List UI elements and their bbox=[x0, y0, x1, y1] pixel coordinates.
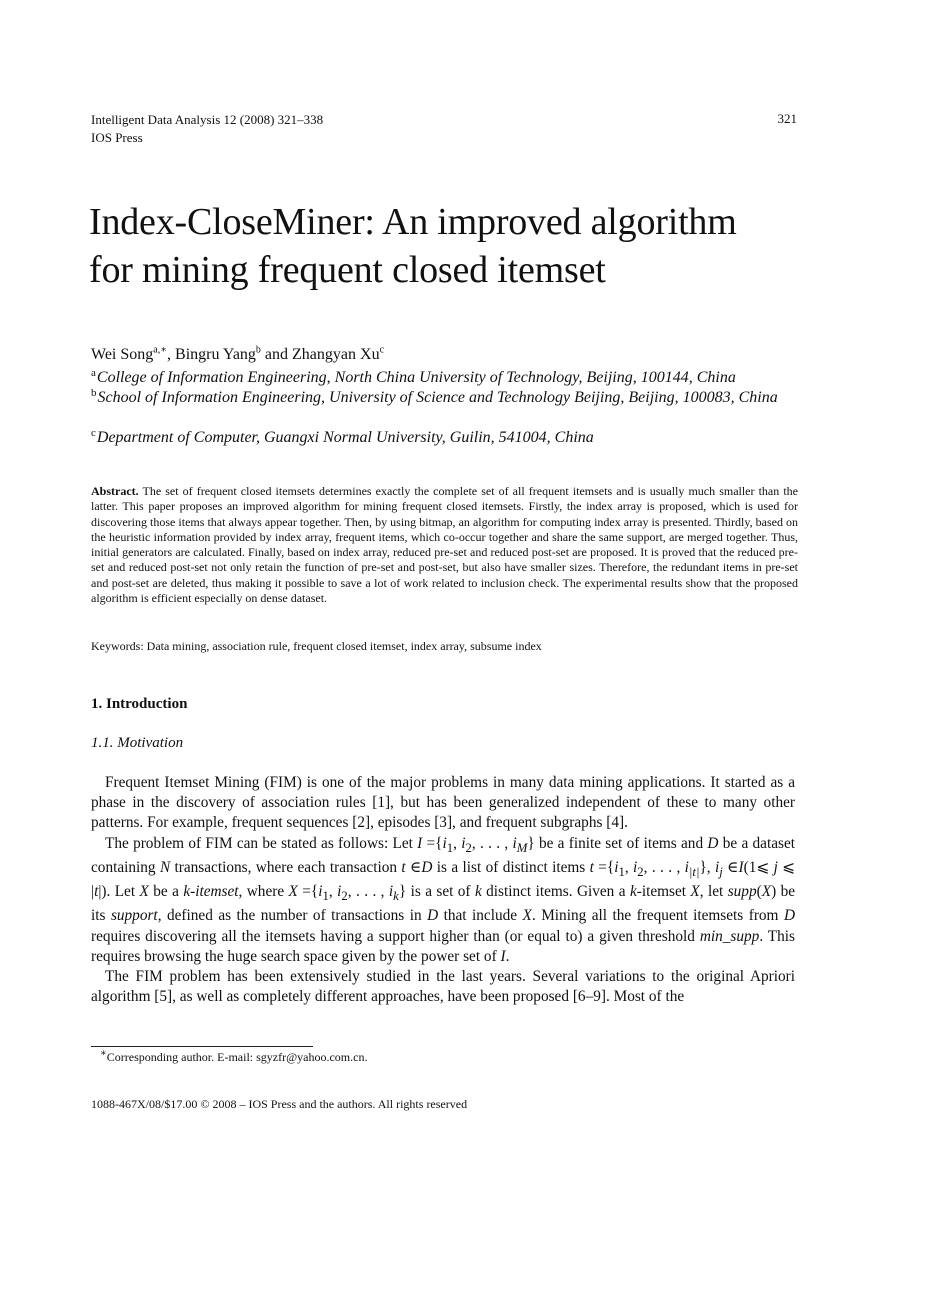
text-run: is a list of distinct items bbox=[432, 858, 590, 876]
term: k-itemset bbox=[183, 883, 239, 901]
author-affiliation-mark: c bbox=[379, 344, 385, 356]
abstract bbox=[91, 484, 798, 606]
text-run: be a dataset containing bbox=[91, 834, 795, 876]
author-list bbox=[91, 345, 384, 365]
math-subscript: 1 bbox=[618, 864, 625, 879]
text-run: . This requires browsing the huge search space given by the power set of bbox=[91, 927, 795, 965]
math-subscript: |t| bbox=[688, 864, 700, 879]
text-run: requires discovering all the itemsets having a support higher than (or equal to) a given threshold bbox=[91, 927, 700, 945]
author-name: Zhangyan Xu bbox=[292, 346, 380, 363]
math-subscript: 2 bbox=[465, 840, 472, 855]
math-var: k bbox=[629, 883, 637, 901]
affiliation-text: College of Information Engineering, North China University of Technology, Beijing, 100144, China bbox=[96, 369, 736, 386]
text-run: } is a set of bbox=[398, 883, 475, 901]
math-var: X bbox=[522, 907, 532, 925]
text-run: ( bbox=[756, 883, 762, 901]
paper-title bbox=[89, 198, 737, 294]
math-var: i bbox=[318, 883, 323, 901]
author-separator: , bbox=[167, 346, 176, 363]
math-var: I bbox=[738, 858, 744, 876]
text-run: . Mining all the frequent itemsets from bbox=[531, 907, 784, 925]
paragraph-2 bbox=[91, 834, 795, 967]
body-text bbox=[91, 773, 795, 1007]
term: support bbox=[110, 907, 158, 925]
text-run: ={ bbox=[297, 883, 319, 901]
text-run: The problem of FIM can be stated as follows: Let bbox=[105, 834, 418, 852]
math-var: i bbox=[512, 834, 517, 852]
math-subscript: k bbox=[393, 889, 399, 904]
copyright-line: 1088-467X/08/$17.00 © 2008 – IOS Press and the authors. All rights reserved bbox=[91, 1097, 468, 1111]
text-run: that include bbox=[438, 907, 523, 925]
math-subscript: M bbox=[516, 840, 528, 855]
text-run: . bbox=[505, 947, 510, 965]
footnote bbox=[100, 1050, 367, 1065]
text-run: transactions, where each transaction bbox=[170, 858, 402, 876]
affiliation-mark: c bbox=[91, 426, 96, 439]
text-run: -itemset bbox=[636, 883, 691, 901]
math-var: D bbox=[707, 834, 719, 852]
text-run: , . . . , bbox=[347, 883, 389, 901]
text-run: , bbox=[624, 858, 634, 876]
affiliation-mark: a bbox=[91, 366, 96, 379]
math-var: I bbox=[417, 834, 423, 852]
affiliation-text: School of Information Engineering, University of Science and Technology Beijing, Beijing, 100083, China bbox=[97, 389, 778, 406]
math-var: D bbox=[427, 907, 439, 925]
math-var: I bbox=[500, 947, 506, 965]
text-run: ∈ bbox=[722, 858, 739, 876]
affiliation-a bbox=[91, 368, 791, 388]
abstract-label: Abstract. bbox=[91, 484, 139, 498]
author-name: Bingru Yang bbox=[175, 346, 256, 363]
page-number: 321 bbox=[777, 111, 797, 126]
title-line-2: for mining frequent closed itemset bbox=[89, 249, 606, 291]
math-var: t bbox=[401, 858, 406, 876]
math-var: i bbox=[684, 858, 689, 876]
math-var: X bbox=[690, 883, 700, 901]
publisher: IOS Press bbox=[91, 130, 143, 145]
math-var: i bbox=[442, 834, 447, 852]
math-var: X bbox=[761, 883, 772, 901]
text-run: , bbox=[328, 883, 338, 901]
math-var: i bbox=[614, 858, 619, 876]
affiliation-c bbox=[91, 428, 791, 448]
text-run: ∈ bbox=[405, 858, 422, 876]
keywords: Keywords: Data mining, association rule, frequent closed itemset, index array, subsume index bbox=[91, 639, 542, 653]
footnote-rule bbox=[91, 1046, 313, 1047]
math-var: X bbox=[288, 883, 298, 901]
text-run: , where bbox=[238, 883, 289, 901]
text-run: ={ bbox=[593, 858, 615, 876]
text-run: (1⩽ bbox=[743, 858, 774, 876]
math-var: N bbox=[159, 858, 171, 876]
footnote-text: Corresponding author. E-mail: sgyzfr@yahoo.com.cn. bbox=[106, 1050, 368, 1064]
math-subscript: 2 bbox=[341, 889, 348, 904]
math-subscript: 2 bbox=[637, 864, 644, 879]
math-var: D bbox=[421, 858, 433, 876]
term: supp bbox=[727, 883, 757, 901]
math-var: k bbox=[474, 883, 482, 901]
text-run: , . . . , bbox=[643, 858, 685, 876]
text-run: be a bbox=[148, 883, 184, 901]
text-run: distinct items. Given a bbox=[481, 883, 630, 901]
math-var: i bbox=[715, 858, 720, 876]
math-var: j bbox=[773, 858, 778, 876]
text-run: , bbox=[453, 834, 462, 852]
text-run: }, bbox=[699, 858, 716, 876]
math-var: t bbox=[94, 883, 99, 901]
math-var: i bbox=[461, 834, 466, 852]
math-var: X bbox=[139, 883, 149, 901]
text-run: , defined as the number of transactions in bbox=[157, 907, 428, 925]
math-var: i bbox=[633, 858, 638, 876]
text-run: ={ bbox=[422, 834, 443, 852]
footnote-mark: ∗ bbox=[100, 1048, 107, 1059]
running-header bbox=[91, 111, 323, 147]
author-name: Wei Song bbox=[91, 346, 154, 363]
author-separator: and bbox=[260, 346, 293, 363]
affiliation-text: Department of Computer, Guangxi Normal University, Guilin, 541004, China bbox=[96, 429, 594, 446]
math-var: i bbox=[388, 883, 394, 901]
subsection-heading: 1.1. Motivation bbox=[91, 735, 184, 751]
math-subscript: 1 bbox=[446, 840, 454, 855]
math-var: t bbox=[589, 858, 594, 876]
math-var: D bbox=[783, 907, 795, 925]
text-run: , . . . , bbox=[471, 834, 513, 852]
text-run: ⩽ | bbox=[91, 858, 795, 901]
affiliation-b bbox=[91, 388, 791, 408]
paragraph-3: The FIM problem has been extensively studied in the last years. Several variations to the original Apriori algorithm [5], as well as completely different approaches, have been proposed [6–9]. Most of the bbox=[91, 967, 795, 1006]
text-run: , let bbox=[699, 883, 728, 901]
term: min_supp bbox=[699, 927, 760, 945]
text-run: ) be its bbox=[91, 883, 796, 925]
abstract-text: The set of frequent closed itemsets determines exactly the complete set of all frequent itemsets and is usually much smaller than the latter. This paper proposes an improved algorithm for mining frequent closed itemsets. Firstly, the index array is proposed, which is used for discovering those items that always appear together. Then, by using bitmap, an algorithm for computing index array is presented. Thirdly, based on the heuristic information provided by index array, frequent items, which co-occur together and share the same support, are merged together. Thus, initial generators are calculated. Finally, based on index array, reduced pre-set and reduced post-set are proposed. It is proved that the reduced pre-set and reduced post-set not only retain the function of pre-set and post-set, but also have smaller sizes. Therefore, the redundant items in pre-set and post-set are deleted, thus making it possible to save a lot of work related to inclusion check. The experimental results show that the proposed algorithm is efficient especially on dense dataset. bbox=[91, 484, 798, 606]
affiliation-mark: b bbox=[91, 386, 97, 399]
author-affiliation-mark: b bbox=[255, 344, 261, 356]
author-affiliation-mark: a,∗ bbox=[153, 344, 168, 356]
title-line-1: Index-CloseMiner: An improved algorithm bbox=[89, 201, 737, 243]
text-run: } be a finite set of items and bbox=[527, 834, 708, 852]
math-subscript: 1 bbox=[322, 889, 329, 904]
math-subscript: j bbox=[719, 864, 723, 879]
math-var: i bbox=[337, 883, 342, 901]
journal-citation: Intelligent Data Analysis 12 (2008) 321–338 bbox=[91, 112, 324, 127]
section-heading: 1. Introduction bbox=[91, 696, 188, 712]
paragraph-1: Frequent Itemset Mining (FIM) is one of the major problems in many data mining applications. It started as a phase in the discovery of association rules [1], but has been generalized independent of these to many other patterns. For example, frequent sequences [2], episodes [3], and frequent subgraphs [4]. bbox=[91, 774, 795, 832]
text-run: |). Let bbox=[98, 883, 140, 901]
